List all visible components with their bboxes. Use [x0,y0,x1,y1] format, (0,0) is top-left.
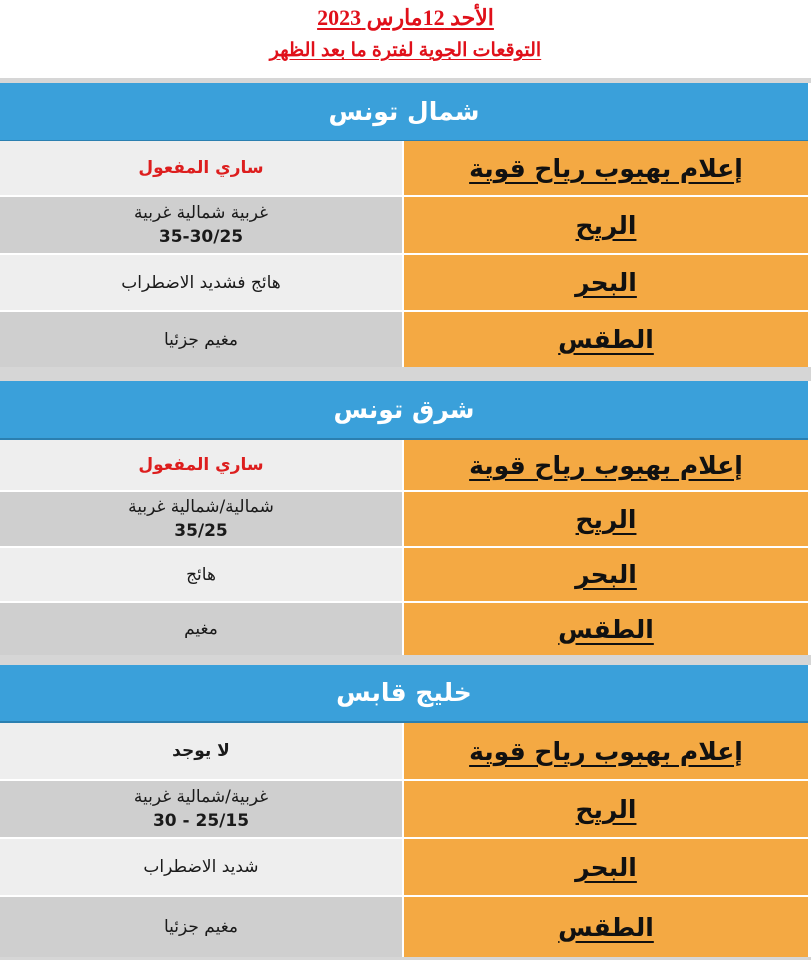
alert-value: لا يوجد [0,723,402,779]
region-title: خليج قابس [0,665,808,723]
region-title: شمال تونس [0,83,808,142]
table-row-sea [0,839,811,895]
wind-direction: غربية/شمالية غربية [133,787,269,807]
date-title: الأحد 12مارس 2023 [317,5,494,30]
table-row-wind [0,781,811,837]
table-row-alert [0,723,811,779]
wind-value [0,197,402,253]
sea-label: البحر [404,839,808,895]
weather-value: مغيم جزئيا [0,312,402,367]
section-gap [0,367,811,381]
wind-label: الريح [404,492,808,546]
table-row-sea [0,548,811,601]
weather-label: الطقس [404,897,808,957]
section-gap [0,655,811,665]
alert-label: إعلام بهبوب رياح قوية [404,440,808,490]
wind-speed: 30 - 25/15 [152,811,250,831]
weather-label: الطقس [404,312,808,367]
table-row-weather [0,312,811,367]
wind-value [0,781,402,837]
table-row-wind [0,197,811,253]
weather-value: مغيم [0,603,402,655]
weather-label: الطقس [404,603,808,655]
alert-value: ساري المفعول [0,141,402,195]
wind-direction: شمالية/شمالية غربية [128,497,274,517]
wind-speed: 35/25 [174,521,228,541]
alert-value: ساري المفعول [0,440,402,490]
page-header [0,0,811,78]
weather-value: مغيم جزئيا [0,897,402,957]
sea-value: شديد الاضطراب [0,839,402,895]
forecast-subtitle: التوقعات الجوية لفترة ما بعد الظهر [269,40,542,61]
table-row-alert [0,440,811,490]
sea-value: هائج فشديد الاضطراب [0,255,402,310]
table-row-weather [0,603,811,655]
table-row-sea [0,255,811,310]
table-row-alert [0,141,811,195]
sea-label: البحر [404,255,808,310]
wind-direction: غربية شمالية غربية [134,203,268,223]
wind-label: الريح [404,781,808,837]
table-row-weather [0,897,811,957]
wind-label: الريح [404,197,808,253]
region-title: شرق تونس [0,381,808,440]
sea-value: هائج [0,548,402,601]
table-row-wind [0,492,811,546]
alert-label: إعلام بهبوب رياح قوية [404,723,808,779]
wind-value [0,492,402,546]
alert-label: إعلام بهبوب رياح قوية [404,141,808,195]
sea-label: البحر [404,548,808,601]
wind-speed: 35-30/25 [158,227,244,247]
